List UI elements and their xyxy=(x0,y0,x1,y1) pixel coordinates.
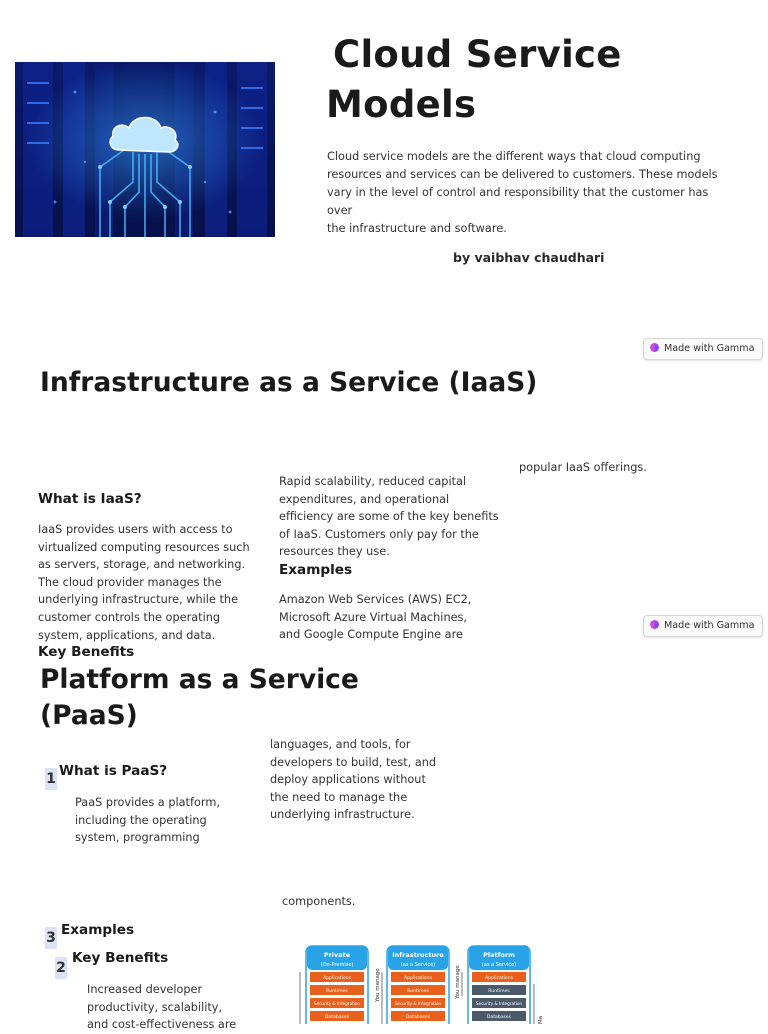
text-line: underlying infrastructure, while the xyxy=(38,593,239,607)
text-line: developers to build, test, and xyxy=(270,755,437,769)
badge-label: Made with Gamma xyxy=(664,620,755,631)
made-with-gamma-badge[interactable] xyxy=(643,338,763,360)
author-credit: by vaibhav chaudhari xyxy=(453,250,605,265)
paas-what-paragraph xyxy=(75,794,255,847)
text-line: expenditures, and operational xyxy=(279,492,450,506)
paas-section-title xyxy=(40,662,359,734)
layer-label: Security & Integration xyxy=(313,1001,361,1006)
intro-line: resources and services can be delivered to customers. These models xyxy=(327,168,718,181)
iaas-section-title: Infrastructure as a Service (IaaS) xyxy=(40,367,538,398)
text-line: customer controls the operating xyxy=(38,610,221,624)
iaas-what-paragraph xyxy=(38,521,263,644)
text-line: IaaS provides users with access to xyxy=(38,523,233,536)
layer-label: Runtimes xyxy=(326,989,348,994)
diagram-column-iaas xyxy=(375,946,449,1024)
text-line: of IaaS. Customers only pay for the xyxy=(279,527,479,541)
text-line: the need to manage the xyxy=(270,790,408,804)
iaas-popular-text: popular IaaS offerings. xyxy=(519,461,647,474)
layer-label: Security & Integration xyxy=(475,1001,523,1006)
col-title: Infrastructure xyxy=(392,951,444,959)
iaas-examples-paragraph xyxy=(279,591,509,644)
col-subtitle: (as a Service) xyxy=(400,962,436,968)
paas-title-line-1: Platform as a Service xyxy=(40,664,359,695)
badge-label: Made with Gamma xyxy=(664,343,755,354)
text-line: resources they use. xyxy=(279,545,390,559)
step-number-3: 3 xyxy=(45,927,57,949)
iaas-benefits-paragraph xyxy=(279,473,509,561)
step-number-1: 1 xyxy=(45,768,57,790)
cloud-hero-image xyxy=(15,62,275,237)
text-line: Rapid scalability, reduced capital xyxy=(279,475,467,488)
text-line: virtualized computing resources such xyxy=(38,540,250,554)
text-line: Increased developer xyxy=(87,983,203,996)
layer-label: Runtimes xyxy=(407,989,429,994)
layer-label: Databases xyxy=(324,1015,350,1020)
text-line: as servers, storage, and networking. xyxy=(38,558,246,572)
text-line: system, programming xyxy=(75,831,200,845)
layer-label: Databases xyxy=(486,1015,512,1020)
page-title-line-2: Models xyxy=(326,83,477,126)
layer-label: Applications xyxy=(322,976,352,981)
side-label: You manage xyxy=(375,968,381,1002)
diagram-column-paas xyxy=(455,946,544,1024)
gamma-logo-icon xyxy=(650,343,659,352)
text-line: languages, and tools, for xyxy=(270,738,411,751)
text-line: deploy applications without xyxy=(270,773,426,787)
made-with-gamma-badge[interactable] xyxy=(643,615,763,637)
intro-paragraph xyxy=(327,148,727,238)
side-label: Ma xyxy=(538,1015,544,1024)
paas-title-line-2: (PaaS) xyxy=(40,700,138,731)
layer-label: Databases xyxy=(405,1015,431,1020)
layer-label: Applications xyxy=(403,976,433,981)
text-line: Amazon Web Services (AWS) EC2, xyxy=(279,593,472,606)
gamma-logo-icon xyxy=(650,620,659,629)
page-title xyxy=(326,30,622,130)
iaas-what-heading: What is IaaS? xyxy=(38,491,142,507)
paas-what-continued xyxy=(270,736,470,824)
text-line: The cloud provider manages the xyxy=(38,575,222,589)
side-label: You manage xyxy=(455,965,461,999)
iaas-examples-heading: Examples xyxy=(279,562,353,578)
col-subtitle: (as a Service) xyxy=(481,962,517,968)
paas-components-text: components. xyxy=(282,895,356,908)
text-line: and cost-effectiveness are xyxy=(87,1018,237,1032)
col-subtitle: (On-Premise) xyxy=(320,962,354,968)
paas-benefits-paragraph xyxy=(87,981,267,1034)
layer-label: Runtimes xyxy=(488,989,510,994)
cloud-models-diagram-svg xyxy=(288,944,548,1024)
text-line: Microsoft Azure Virtual Machines, xyxy=(279,610,468,624)
text-line: underlying infrastructure. xyxy=(270,808,415,822)
layer-label: Applications xyxy=(484,976,514,981)
layer-label: Security & Integration xyxy=(394,1001,442,1006)
intro-line: vary in the level of control and responsibility that the customer has over xyxy=(327,186,709,217)
text-line: efficiency are some of the key benefits xyxy=(279,510,499,524)
text-line: PaaS provides a platform, xyxy=(75,796,220,809)
iaas-key-benefits-heading: Key Benefits xyxy=(38,644,135,660)
intro-line: Cloud service models are the different ways that cloud computing xyxy=(327,150,701,163)
cloud-models-diagram xyxy=(288,944,548,1024)
col-title: Private xyxy=(323,951,351,959)
text-line: and Google Compute Engine are xyxy=(279,628,463,642)
text-line: productivity, scalability, xyxy=(87,1000,223,1014)
text-line: system, applications, and data. xyxy=(38,628,216,642)
paas-what-heading: What is PaaS? xyxy=(59,763,168,779)
intro-line: the infrastructure and software. xyxy=(327,222,507,235)
col-title: Platform xyxy=(483,951,515,959)
step-number-2: 2 xyxy=(55,957,67,979)
diagram-column-private xyxy=(300,946,368,1024)
cloud-circuit-illustration xyxy=(15,62,275,237)
page-title-line-1: Cloud Service xyxy=(333,33,622,76)
text-line: including the operating xyxy=(75,813,207,827)
paas-examples-heading: Examples xyxy=(61,922,135,938)
paas-key-benefits-heading: Key Benefits xyxy=(72,950,169,966)
